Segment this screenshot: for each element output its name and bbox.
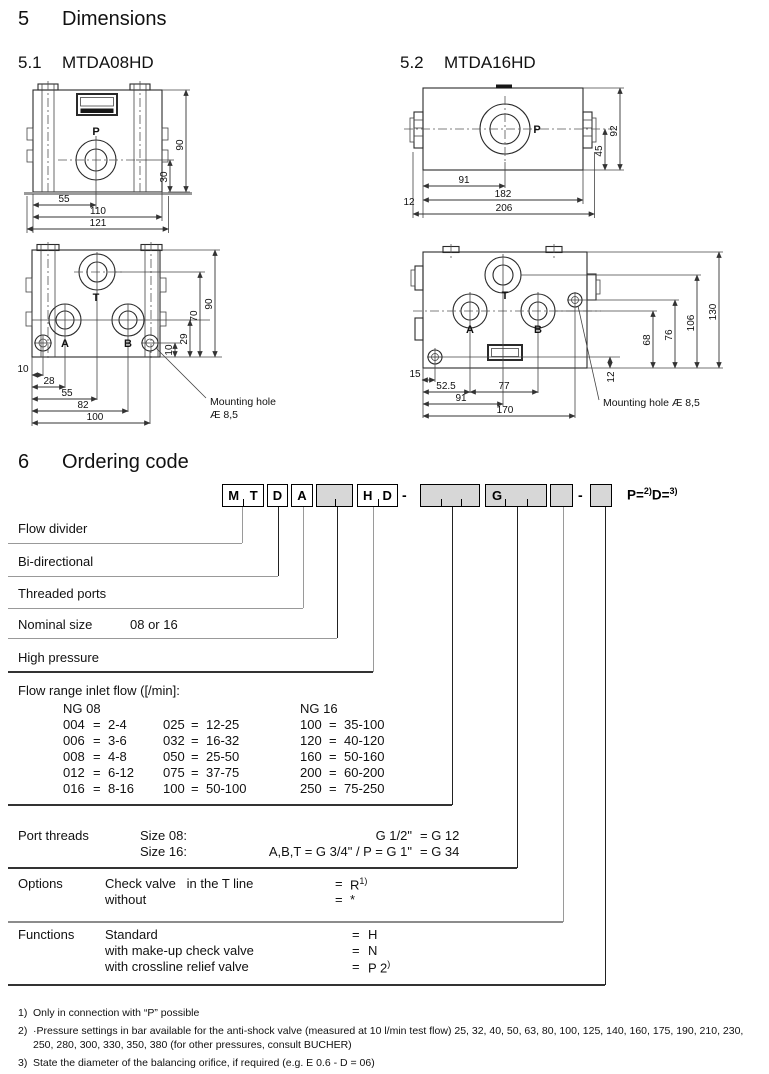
label-high-pressure: High pressure bbox=[18, 650, 99, 665]
functions-label: Functions bbox=[18, 927, 75, 942]
dim-90-label: 90 bbox=[175, 139, 186, 151]
functions-row3-desc: with crossline relief valve bbox=[105, 959, 249, 974]
flow-table-col3 bbox=[300, 717, 384, 797]
port-threads-size08-code: = G 12 bbox=[420, 828, 460, 843]
code-letter-d2: D bbox=[382, 488, 392, 503]
code-box-mt bbox=[222, 484, 264, 507]
footnote-1-number: 1) bbox=[18, 1007, 28, 1019]
dim-28-label: 28 bbox=[43, 376, 55, 387]
options-row2-eq: = bbox=[335, 892, 343, 907]
code-letter-d: D bbox=[272, 488, 283, 503]
functions-row3-eq: = bbox=[352, 959, 360, 974]
dim-182-label: 182 bbox=[494, 189, 512, 200]
section5-number: 5 bbox=[18, 8, 30, 30]
label-flow-divider: Flow divider bbox=[18, 521, 88, 536]
label-nominal-size-value: 08 or 16 bbox=[130, 617, 178, 632]
flow-row: 160 = 50-160 bbox=[300, 749, 385, 764]
footnote-3-text: State the diameter of the balancing orifice, if required (e.g. E 0.6 - D = 06) bbox=[33, 1057, 375, 1069]
dim-82-label: 82 bbox=[77, 400, 89, 411]
dim-130-label: 130 bbox=[708, 303, 719, 321]
port-label-p: P bbox=[533, 124, 541, 136]
flow-table-col2 bbox=[163, 717, 246, 797]
options-row1-value: $R^{1)}$ bbox=[350, 876, 368, 893]
dim-77-label: 77 bbox=[498, 381, 510, 392]
functions-row1-eq: = bbox=[352, 927, 360, 942]
flow-table-col1 bbox=[63, 717, 134, 797]
code-box-d bbox=[267, 484, 288, 507]
section6-number: 6 bbox=[18, 451, 30, 473]
section51-title: MTDA08HD bbox=[62, 53, 154, 72]
port-threads-size16: Size 16: bbox=[140, 844, 187, 859]
code-letter-a: A bbox=[297, 488, 307, 503]
label-bi-directional: Bi-directional bbox=[18, 554, 94, 569]
drawing-mtda16hd-ports bbox=[405, 240, 769, 445]
flow-row: 012 = 6-12 bbox=[63, 765, 135, 780]
dim-170-label: 170 bbox=[496, 405, 514, 416]
dim-91-label: 91 bbox=[455, 393, 467, 404]
dim-29-label: 29 bbox=[179, 333, 190, 345]
flow-row: 250 = 75-250 bbox=[300, 781, 385, 796]
dim-12-label: 12 bbox=[606, 371, 617, 383]
flow-row: 100 = 35-100 bbox=[300, 717, 385, 732]
dim-206-label: 206 bbox=[495, 203, 513, 214]
flow-row: 016 = 8-16 bbox=[63, 781, 135, 796]
port-label-p: P bbox=[92, 126, 100, 138]
port-label-t: T bbox=[92, 292, 100, 304]
flow-row: 100 = 50-100 bbox=[163, 781, 247, 796]
flow-row: 075 = 37-75 bbox=[163, 765, 240, 780]
options-row2-value: * bbox=[350, 892, 356, 907]
flow-row: 008 = 4-8 bbox=[63, 749, 127, 764]
code-suffix-p: P= bbox=[627, 487, 644, 503]
code-letter-t: T bbox=[249, 488, 258, 503]
footnote-1-text: Only in connection with “P” possible bbox=[33, 1007, 200, 1019]
port-label-b: B bbox=[124, 338, 132, 350]
label-threaded-ports: Threaded ports bbox=[18, 586, 107, 601]
code-letter-g: G bbox=[492, 488, 503, 503]
code-suffix-d-footnote: 3) bbox=[669, 486, 678, 496]
flow-row: 032 = 16-32 bbox=[163, 733, 240, 748]
options-label: Options bbox=[18, 876, 63, 891]
dim-30-label: 30 bbox=[159, 171, 170, 183]
flow-row: 004 = 2-4 bbox=[63, 717, 127, 732]
code-dash-2: - bbox=[578, 487, 583, 503]
code-suffix-d: D= bbox=[651, 487, 670, 503]
dim-92-label: 92 bbox=[609, 125, 620, 137]
drawing-mtda16hd-front bbox=[400, 78, 769, 238]
options-row1-eq: = bbox=[335, 876, 343, 891]
drawing-mtda08hd-front bbox=[14, 78, 214, 243]
dim-10-right-label: 10 bbox=[164, 344, 175, 356]
dim-12-label: 12 bbox=[403, 197, 415, 208]
flow-row: 006 = 3-6 bbox=[63, 733, 127, 748]
port-label-a: A bbox=[61, 338, 69, 350]
section6-title: Ordering code bbox=[62, 451, 189, 473]
dim-55-label: 55 bbox=[58, 194, 70, 205]
mounting-hole-note-line2: Æ 8,5 bbox=[210, 409, 239, 421]
dim-45-label: 45 bbox=[594, 145, 605, 157]
code-box-thread bbox=[485, 484, 547, 507]
port-threads-size16-code: = G 34 bbox=[420, 844, 460, 859]
flow-table-header-ng08: NG 08 bbox=[63, 701, 101, 716]
dim-70-label: 70 bbox=[189, 310, 200, 322]
code-letter-m: M bbox=[228, 488, 240, 503]
flow-row: 025 = 12-25 bbox=[163, 717, 240, 732]
dim-10-left-label: 10 bbox=[17, 364, 29, 375]
functions-row2-value: N bbox=[368, 943, 378, 958]
dim-76-label: 76 bbox=[664, 329, 675, 341]
functions-row3-value: P 2) bbox=[368, 959, 391, 976]
label-flow-range: Flow range inlet flow ([/min]: bbox=[18, 683, 180, 698]
section5-title: Dimensions bbox=[62, 8, 167, 30]
flow-table-header-ng16: NG 16 bbox=[300, 701, 338, 716]
mounting-hole-note: Mounting hole Æ 8,5 bbox=[603, 397, 700, 409]
code-suffix-p-footnote: 2) bbox=[643, 486, 652, 496]
footnote-3-number: 3) bbox=[18, 1057, 28, 1069]
flow-row: 050 = 25-50 bbox=[163, 749, 240, 764]
options-row1-desc: Check valve in the T line bbox=[105, 876, 254, 891]
dim-106-label: 106 bbox=[686, 314, 697, 332]
code-box-function bbox=[590, 484, 612, 507]
functions-row2-desc: with make-up check valve bbox=[105, 943, 254, 958]
code-letter-h: H bbox=[363, 488, 373, 503]
flow-row: 200 = 60-200 bbox=[300, 765, 385, 780]
code-dash-1: - bbox=[402, 487, 407, 503]
footnote-2-number: 2) bbox=[18, 1025, 28, 1037]
code-box-option bbox=[550, 484, 573, 507]
port-threads-size08: Size 08: bbox=[140, 828, 187, 843]
functions-row1-value: H bbox=[368, 927, 378, 942]
port-label-t: T bbox=[501, 290, 509, 302]
port-threads-size08-spec: G 1/2" bbox=[375, 828, 412, 843]
dim-90-label: 90 bbox=[204, 298, 215, 310]
code-suffix bbox=[627, 486, 678, 503]
port-label-a: A bbox=[466, 324, 474, 336]
code-box-flow bbox=[420, 484, 480, 507]
port-label-b: B bbox=[534, 324, 542, 336]
dim-52-5-label: 52.5 bbox=[436, 381, 456, 392]
port-threads-size16-spec: A,B,T = G 3/4" / P = G 1" bbox=[268, 844, 412, 859]
options-row2-desc: without bbox=[105, 892, 147, 907]
code-box-size bbox=[316, 484, 353, 507]
section52-number: 5.2 bbox=[400, 53, 424, 72]
section52-title: MTDA16HD bbox=[444, 53, 536, 72]
dim-100-label: 100 bbox=[86, 412, 104, 423]
code-box-a bbox=[291, 484, 313, 507]
port-threads-label: Port threads bbox=[18, 828, 89, 843]
functions-row2-eq: = bbox=[352, 943, 360, 958]
dim-55-label: 55 bbox=[61, 388, 73, 399]
dim-68-label: 68 bbox=[642, 334, 653, 346]
flow-row: 120 = 40-120 bbox=[300, 733, 385, 748]
dim-91-label: 91 bbox=[458, 175, 470, 186]
dim-110-label: 110 bbox=[90, 206, 106, 217]
dim-121-label: 121 bbox=[89, 218, 107, 229]
code-box-hd bbox=[357, 484, 398, 507]
dim-15-label: 15 bbox=[409, 369, 421, 380]
footnote-2-text: ·Pressure settings in bar available for the anti-shock valve (measured at 10 l/min test flow) 25, 32, 40, 50, 63, 80, 100, 125, 140, 160, 175, 190, 210, 230, 250, 280, 300, 330, 350, 380 (for other pressures, consult BUCHER) bbox=[33, 1025, 744, 1051]
mounting-hole-note-line1: Mounting hole bbox=[210, 396, 276, 408]
section51-number: 5.1 bbox=[18, 53, 42, 72]
functions-row1-desc: Standard bbox=[105, 927, 158, 942]
drawing-mtda08hd-ports bbox=[10, 240, 300, 445]
label-nominal-size: Nominal size bbox=[18, 617, 93, 632]
